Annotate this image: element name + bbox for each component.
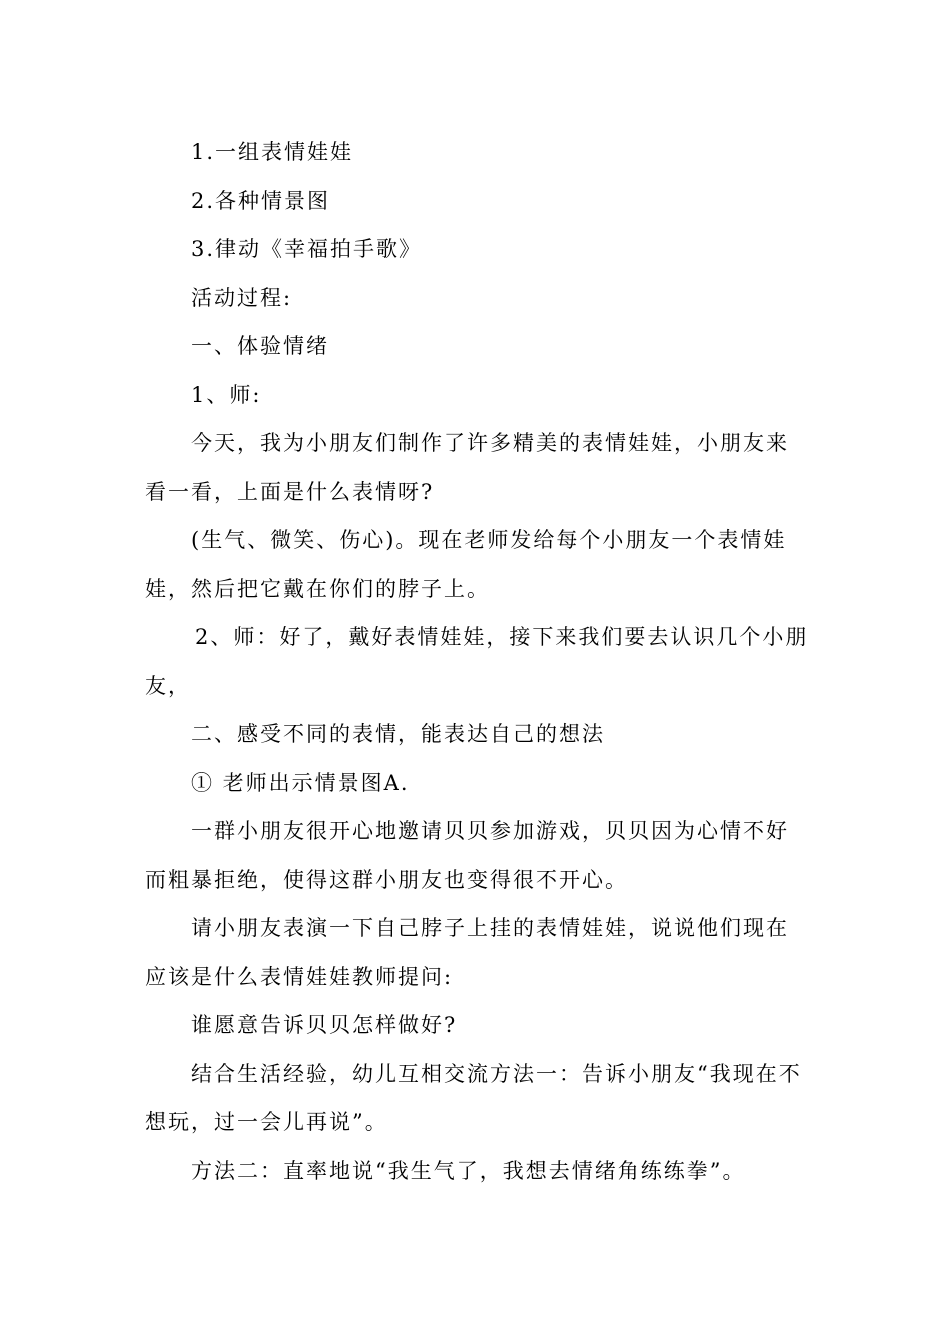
section-heading-process: 活动过程: [191, 285, 293, 310]
paragraph-perform: 请小朋友表演一下自己脖子上挂的表情娃娃，说说他们现在应该是什么表情娃娃教师提问: [145, 916, 789, 989]
material-item-2: 2.各种情景图 [191, 188, 331, 213]
paragraph-scene-a: 一群小朋友很开心地邀请贝贝参加游戏，贝贝因为心情不好而粗暴拒绝，使得这群小朋友也变得很不开心。 [145, 819, 789, 892]
section-heading-experience: 一、体验情绪 [191, 334, 329, 358]
material-item-3: 3.律动《幸福拍手歌》 [191, 237, 423, 261]
material-item-1: 1.一组表情娃娃 [191, 140, 354, 164]
teacher-label-2: 2、师：好了，戴好表情娃娃，接下来我们要去认识几个小朋友， [145, 625, 809, 698]
teacher-label-1: 1、师: [191, 382, 262, 407]
paragraph-method-2: 方法二：直率地说“我生气了，我想去情绪角练练拳”。 [191, 1158, 746, 1183]
document-body [145, 128, 810, 1195]
paragraph-method-1: 结合生活经验，幼儿互相交流方法一：告诉小朋友“我现在不想玩，过一会儿再说”。 [145, 1061, 802, 1134]
paragraph-emotions: (生气、微笑、伤心)。现在老师发给每个小朋友一个表情娃娃，然后把它戴在你们的脖子上。 [145, 528, 787, 601]
paragraph-question: 谁愿意告诉贝贝怎样做好? [191, 1013, 458, 1037]
paragraph-intro: 今天，我为小朋友们制作了许多精美的表情娃娃，小朋友来看一看，上面是什么表情呀? [145, 431, 789, 504]
section-heading-feel: 二、感受不同的表情，能表达自己的想法 [191, 722, 605, 746]
scene-a-label: ① 老师出示情景图A. [191, 770, 410, 795]
